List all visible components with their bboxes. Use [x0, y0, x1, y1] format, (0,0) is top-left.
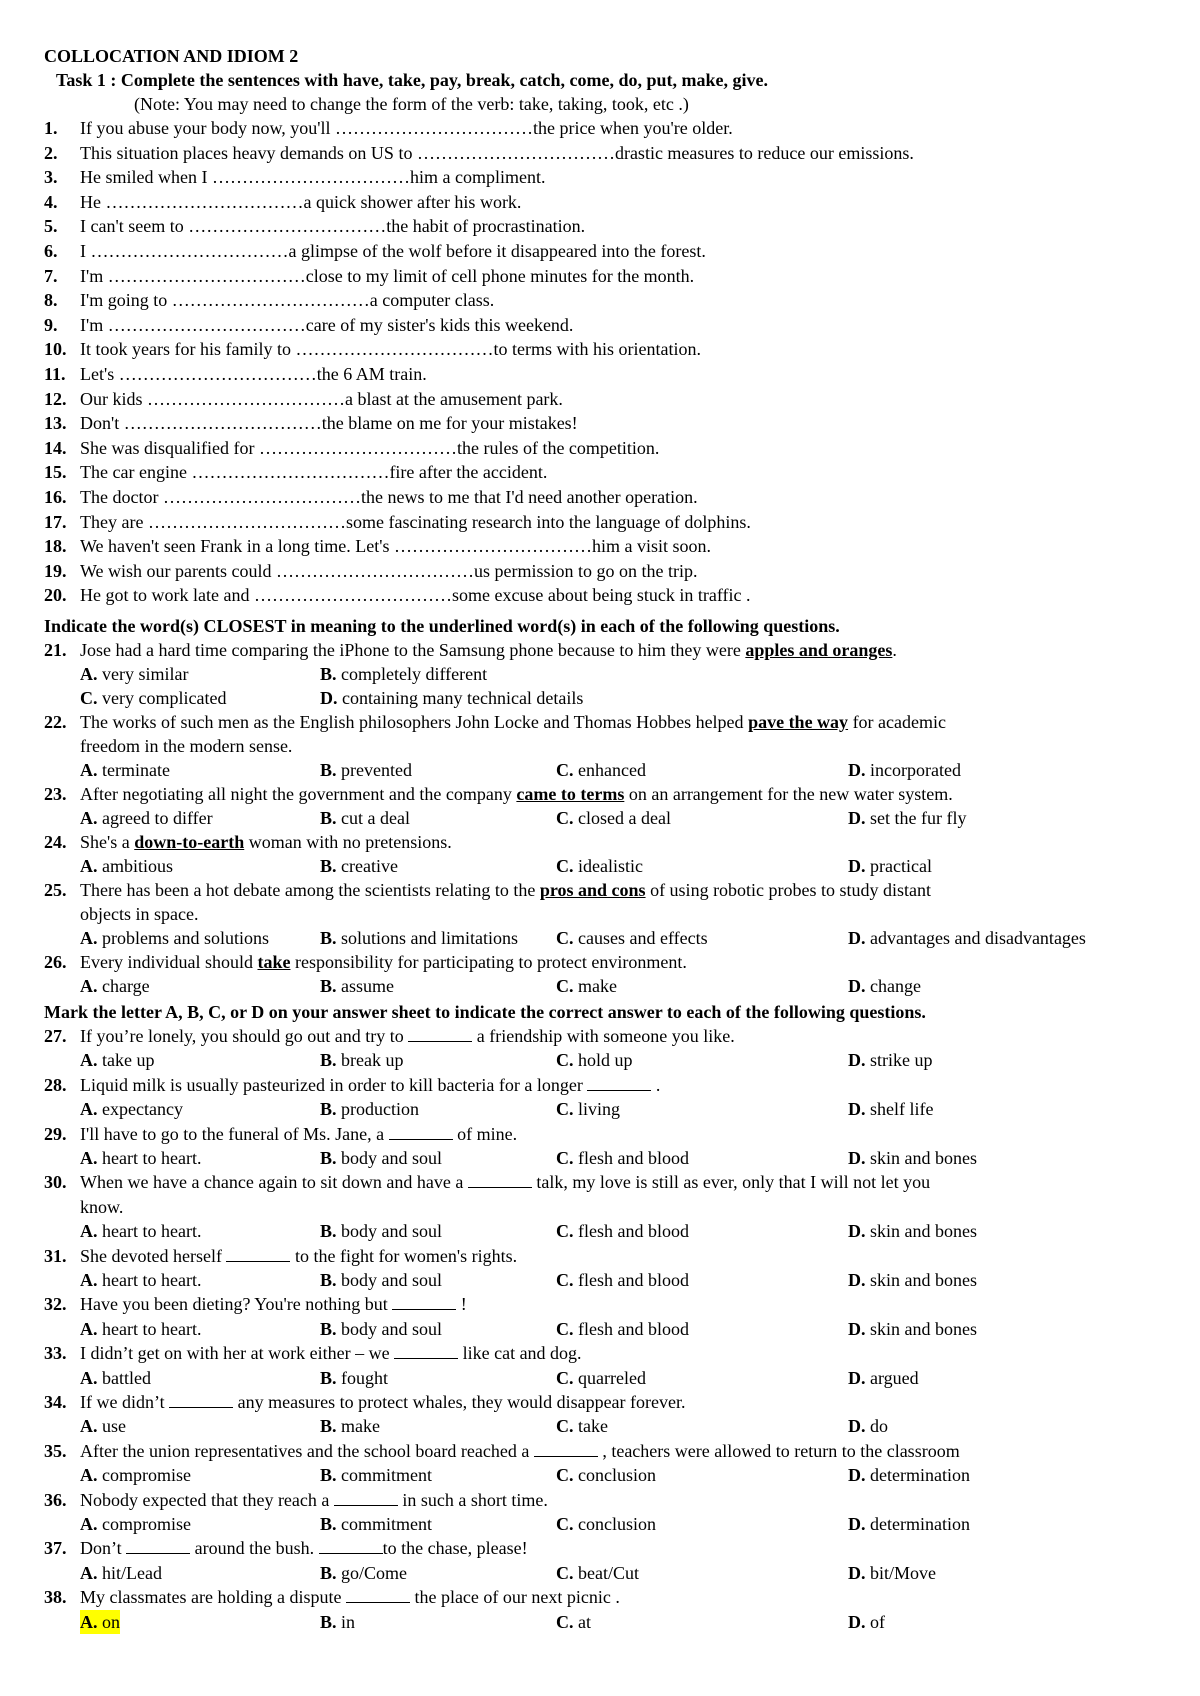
- option-b[interactable]: B. production: [320, 1099, 420, 1120]
- option-b[interactable]: B. cut a deal: [320, 808, 410, 828]
- option-a[interactable]: A. heart to heart.: [80, 1148, 202, 1168]
- answer-blank[interactable]: ……………………………: [188, 216, 387, 237]
- option-a[interactable]: A. heart to heart.: [80, 1270, 202, 1290]
- option-b[interactable]: B. body and soul: [320, 1148, 443, 1168]
- option-d[interactable]: D. advantages and disadvantages: [848, 928, 1086, 948]
- option-a[interactable]: A. agreed to differ: [80, 808, 213, 828]
- item-number: 15.: [44, 462, 67, 483]
- answer-blank[interactable]: ……………………………: [295, 339, 494, 360]
- option-d[interactable]: D. skin and bones: [848, 1318, 977, 1339]
- option-d[interactable]: D. skin and bones: [848, 1148, 977, 1168]
- answer-blank[interactable]: ……………………………: [211, 167, 410, 188]
- option-a[interactable]: A. expectancy: [80, 1099, 183, 1120]
- option-d[interactable]: D. shelf life: [848, 1099, 934, 1120]
- option-b[interactable]: B. assume: [320, 976, 395, 996]
- underlined-phrase: came to terms: [516, 784, 625, 804]
- fill-in-sentence: She was disqualified for ……………………………the rules of the competition.: [80, 437, 660, 458]
- option-c[interactable]: C. flesh and blood: [556, 1221, 689, 1242]
- underlined-phrase: down-to-earth: [134, 832, 245, 852]
- item-number: 9.: [44, 314, 58, 335]
- question-stem: Jose had a hard time comparing the iPhone to the Samsung phone because to him they were apples and oranges.: [80, 640, 897, 660]
- answer-blank[interactable]: [587, 1074, 651, 1091]
- option-b[interactable]: B. body and soul: [320, 1221, 443, 1242]
- fill-in-sentence: I'm going to ……………………………a computer class.: [80, 290, 495, 311]
- option-a[interactable]: A. use: [80, 1416, 126, 1437]
- task1-note: (Note: You may need to change the form of the verb: take, taking, took, etc .): [134, 94, 689, 114]
- question-stem: Liquid milk is usually pasteurized in order to kill bacteria for a longer .: [80, 1074, 661, 1095]
- option-c[interactable]: C. beat/Cut: [556, 1562, 639, 1583]
- question-stem: Nobody expected that they reach a in such a short time.: [80, 1489, 548, 1510]
- option-b[interactable]: B. commitment: [320, 1465, 432, 1486]
- option-b[interactable]: B. solutions and limitations: [320, 928, 519, 948]
- question-number: 31.: [44, 1245, 67, 1266]
- question-stem: The works of such men as the English philosophers John Locke and Thomas Hobbes helped pave the way for academic: [80, 712, 946, 732]
- answer-blank[interactable]: ……………………………: [90, 241, 289, 261]
- option-a-highlighted[interactable]: A. on: [80, 1611, 120, 1632]
- fill-in-sentence: He ……………………………a quick shower after his work.: [80, 191, 522, 212]
- answer-blank[interactable]: ……………………………: [276, 560, 475, 581]
- option-a[interactable]: A. charge: [80, 976, 150, 996]
- question-number: 30.: [44, 1172, 67, 1193]
- section2-heading: Indicate the word(s) CLOSEST in meaning to the underlined word(s) in each of the following questions.: [44, 616, 840, 636]
- question-stem-continued: freedom in the modern sense.: [80, 736, 293, 756]
- underlined-phrase: pave the way: [748, 712, 849, 732]
- option-c[interactable]: C. quarreled: [556, 1367, 646, 1388]
- item-number: 10.: [44, 339, 67, 360]
- answer-blank[interactable]: ……………………………: [171, 290, 370, 311]
- item-number: 6.: [44, 241, 58, 261]
- fill-in-sentence: It took years for his family to ……………………………to terms with his orientation.: [80, 339, 701, 360]
- option-a[interactable]: A. very similar: [80, 664, 189, 684]
- fill-in-sentence: I'm ……………………………care of my sister's kids this weekend.: [80, 314, 574, 335]
- option-b[interactable]: B. completely different: [320, 664, 488, 684]
- question-stem: I'll have to go to the funeral of Ms. Jane, a of mine.: [80, 1123, 518, 1144]
- item-number: 17.: [44, 511, 67, 532]
- option-d[interactable]: D. determination: [848, 1514, 970, 1534]
- question-stem: I didn’t get on with her at work either – we like cat and dog.: [80, 1343, 582, 1364]
- item-number: 14.: [44, 437, 67, 458]
- answer-blank[interactable]: ……………………………: [123, 413, 322, 434]
- item-number: 7.: [44, 265, 58, 286]
- answer-blank[interactable]: ……………………………: [335, 118, 534, 138]
- item-number: 12.: [44, 388, 67, 409]
- question-stem: Don’t around the bush. to the chase, please!: [80, 1538, 528, 1559]
- question-number: 21.: [44, 640, 67, 660]
- answer-blank[interactable]: ……………………………: [107, 265, 306, 286]
- answer-blank[interactable]: [226, 1245, 290, 1262]
- fill-in-sentence: I'm ……………………………close to my limit of cell phone minutes for the month.: [80, 265, 695, 286]
- item-number: 2.: [44, 142, 58, 163]
- question-stem: After the union representatives and the school board reached a , teachers were allowed to return to the classroom: [80, 1440, 960, 1461]
- question-number: 36.: [44, 1489, 67, 1510]
- document-title: COLLOCATION AND IDIOM 2: [44, 46, 299, 66]
- item-number: 3.: [44, 167, 58, 188]
- option-c[interactable]: C. conclusion: [556, 1514, 656, 1534]
- option-b[interactable]: B. prevented: [320, 760, 412, 780]
- fill-in-sentence: Don't ……………………………the blame on me for your mistakes!: [80, 413, 578, 434]
- option-d[interactable]: D. change: [848, 976, 921, 996]
- option-c[interactable]: C. conclusion: [556, 1465, 656, 1486]
- answer-blank[interactable]: ……………………………: [162, 487, 361, 507]
- option-c[interactable]: C. flesh and blood: [556, 1318, 689, 1339]
- answer-blank[interactable]: [334, 1489, 398, 1506]
- option-d[interactable]: D. skin and bones: [848, 1221, 977, 1242]
- item-number: 13.: [44, 413, 67, 434]
- answer-blank[interactable]: ……………………………: [105, 191, 304, 212]
- question-number: 23.: [44, 784, 67, 804]
- question-stem: My classmates are holding a dispute the place of our next picnic .: [80, 1587, 620, 1608]
- answer-blank[interactable]: ……………………………: [191, 462, 390, 483]
- answer-blank[interactable]: [169, 1391, 233, 1408]
- answer-blank[interactable]: [534, 1440, 598, 1457]
- option-c[interactable]: C. closed a deal: [556, 808, 671, 828]
- item-number: 11.: [44, 364, 66, 384]
- answer-blank[interactable]: [408, 1025, 472, 1042]
- option-a[interactable]: A. heart to heart.: [80, 1318, 202, 1339]
- answer-blank[interactable]: ……………………………: [147, 388, 345, 409]
- answer-blank[interactable]: [392, 1293, 456, 1310]
- option-a[interactable]: A. hit/Lead: [80, 1562, 162, 1583]
- answer-blank[interactable]: [389, 1123, 453, 1140]
- question-number: 33.: [44, 1343, 67, 1364]
- fill-in-sentence: I ……………………………a glimpse of the wolf before it disappeared into the forest.: [80, 241, 706, 261]
- option-c[interactable]: C. living: [556, 1099, 621, 1120]
- option-c[interactable]: C. flesh and blood: [556, 1270, 689, 1290]
- answer-blank[interactable]: [319, 1537, 383, 1554]
- option-a[interactable]: A. battled: [80, 1367, 151, 1388]
- option-b[interactable]: B. commitment: [320, 1514, 432, 1534]
- answer-blank[interactable]: ……………………………: [253, 585, 452, 606]
- option-d[interactable]: D. practical: [848, 856, 932, 876]
- option-c[interactable]: C. at: [556, 1611, 591, 1632]
- item-number: 8.: [44, 290, 58, 311]
- question-stem-continued: know.: [80, 1196, 124, 1217]
- question-stem: Have you been dieting? You're nothing but !: [80, 1294, 467, 1315]
- option-c[interactable]: C. causes and effects: [556, 928, 708, 948]
- option-d[interactable]: D. determination: [848, 1465, 970, 1486]
- answer-blank[interactable]: [346, 1586, 410, 1603]
- option-b[interactable]: B. in: [320, 1611, 356, 1632]
- item-number: 18.: [44, 536, 67, 557]
- option-c[interactable]: C. enhanced: [556, 760, 646, 780]
- option-b[interactable]: B. break up: [320, 1050, 404, 1071]
- fill-in-sentence: Our kids ……………………………a blast at the amusement park.: [80, 388, 563, 409]
- question-stem: After negotiating all night the government and the company came to terms on an arrangement for the new water system.: [80, 784, 953, 804]
- fill-in-sentence: Let's ……………………………the 6 AM train.: [80, 364, 427, 384]
- option-c[interactable]: C. idealistic: [556, 856, 643, 876]
- option-a[interactable]: A. take up: [80, 1050, 155, 1071]
- fill-in-sentence: We haven't seen Frank in a long time. Let's ……………………………him a visit soon.: [80, 536, 711, 557]
- option-b[interactable]: B. body and soul: [320, 1318, 443, 1339]
- question-number: 27.: [44, 1026, 67, 1046]
- question-stem: She devoted herself to the fight for women's rights.: [80, 1245, 518, 1266]
- option-d[interactable]: D. argued: [848, 1367, 919, 1388]
- fill-in-sentence: He got to work late and ……………………………some excuse about being stuck in traffic .: [80, 585, 751, 606]
- question-number: 34.: [44, 1392, 67, 1412]
- option-c[interactable]: C. take: [556, 1416, 608, 1437]
- answer-blank[interactable]: ……………………………: [118, 364, 317, 384]
- answer-blank[interactable]: ……………………………: [258, 437, 457, 458]
- option-a[interactable]: A. ambitious: [80, 856, 173, 876]
- answer-blank[interactable]: [468, 1171, 532, 1188]
- question-stem: Every individual should take responsibility for participating to protect environment.: [80, 952, 687, 972]
- underlined-phrase: take: [257, 952, 291, 972]
- option-b[interactable]: B. fought: [320, 1367, 389, 1388]
- question-number: 28.: [44, 1074, 67, 1095]
- question-number: 37.: [44, 1538, 67, 1559]
- answer-blank[interactable]: ……………………………: [107, 314, 306, 335]
- option-d[interactable]: D. set the fur fly: [848, 808, 967, 828]
- option-a[interactable]: A. compromise: [80, 1514, 191, 1534]
- question-number: 22.: [44, 712, 67, 732]
- question-number: 25.: [44, 880, 67, 900]
- item-number: 16.: [44, 487, 67, 507]
- option-d[interactable]: D. bit/Move: [848, 1562, 936, 1583]
- option-b[interactable]: B. body and soul: [320, 1270, 443, 1290]
- option-d[interactable]: D. containing many technical details: [320, 688, 584, 708]
- underlined-phrase: apples and oranges: [745, 640, 893, 660]
- fill-in-sentence: If you abuse your body now, you'll ……………………………the price when you're older.: [80, 118, 733, 138]
- fill-in-sentence: I can't seem to ……………………………the habit of procrastination.: [80, 216, 586, 237]
- fill-in-sentence: He smiled when I ……………………………him a compliment.: [80, 167, 546, 188]
- question-number: 38.: [44, 1587, 67, 1608]
- option-c[interactable]: C. hold up: [556, 1050, 633, 1071]
- answer-blank[interactable]: [126, 1537, 190, 1554]
- option-c[interactable]: C. make: [556, 976, 617, 996]
- task1-heading: Task 1 : Complete the sentences with have, take, pay, break, catch, come, do, put, make, give.: [56, 70, 768, 90]
- option-d[interactable]: D. strike up: [848, 1050, 933, 1071]
- question-stem: When we have a chance again to sit down and have a talk, my love is still as ever, only that I will not let you: [80, 1172, 931, 1193]
- fill-in-sentence: This situation places heavy demands on US to ……………………………drastic measures to reduce our emissions.: [80, 142, 914, 163]
- option-d[interactable]: D. of: [848, 1611, 885, 1632]
- option-b[interactable]: B. make: [320, 1416, 380, 1437]
- question-number: 29.: [44, 1123, 67, 1144]
- option-b[interactable]: B. go/Come: [320, 1562, 408, 1583]
- option-a[interactable]: A. heart to heart.: [80, 1221, 202, 1242]
- item-number: 19.: [44, 560, 67, 581]
- option-a[interactable]: A. terminate: [80, 760, 170, 780]
- option-c[interactable]: C. very complicated: [80, 688, 227, 708]
- item-number: 20.: [44, 585, 67, 606]
- question-number: 35.: [44, 1440, 67, 1461]
- question-number: 32.: [44, 1294, 67, 1315]
- option-d[interactable]: D. incorporated: [848, 760, 961, 780]
- option-d[interactable]: D. do: [848, 1416, 888, 1437]
- question-stem: There has been a hot debate among the scientists relating to the pros and cons of using robotic probes to study distant: [80, 880, 932, 900]
- fill-in-sentence: They are ……………………………some fascinating research into the language of dolphins.: [80, 511, 751, 532]
- option-b[interactable]: B. creative: [320, 856, 398, 876]
- option-a[interactable]: A. compromise: [80, 1465, 191, 1486]
- item-number: 1.: [44, 118, 58, 138]
- question-stem-continued: objects in space.: [80, 904, 199, 924]
- underlined-phrase: pros and cons: [539, 880, 646, 900]
- question-number: 24.: [44, 832, 67, 852]
- question-stem: If you’re lonely, you should go out and try to a friendship with someone you like.: [80, 1026, 735, 1046]
- fill-in-sentence: The car engine ……………………………fire after the accident.: [80, 462, 548, 483]
- question-stem: She's a down-to-earth woman with no pretensions.: [80, 832, 452, 852]
- answer-blank[interactable]: [394, 1342, 458, 1359]
- section3-heading: Mark the letter A, B, C, or D on your answer sheet to indicate the correct answer to each of the following questions.: [44, 1002, 926, 1022]
- question-stem: If we didn’t any measures to protect whales, they would disappear forever.: [80, 1392, 686, 1412]
- fill-in-sentence: The doctor ……………………………the news to me that I'd need another operation.: [80, 487, 698, 507]
- option-d[interactable]: D. skin and bones: [848, 1270, 977, 1290]
- item-number: 4.: [44, 191, 58, 212]
- answer-blank[interactable]: ……………………………: [147, 511, 346, 532]
- answer-blank[interactable]: ……………………………: [416, 142, 615, 163]
- item-number: 5.: [44, 216, 58, 237]
- option-c[interactable]: C. flesh and blood: [556, 1148, 689, 1168]
- option-a[interactable]: A. problems and solutions: [80, 928, 269, 948]
- question-number: 26.: [44, 952, 67, 972]
- fill-in-sentence: We wish our parents could ……………………………us permission to go on the trip.: [80, 560, 698, 581]
- answer-blank[interactable]: ……………………………: [393, 536, 592, 557]
